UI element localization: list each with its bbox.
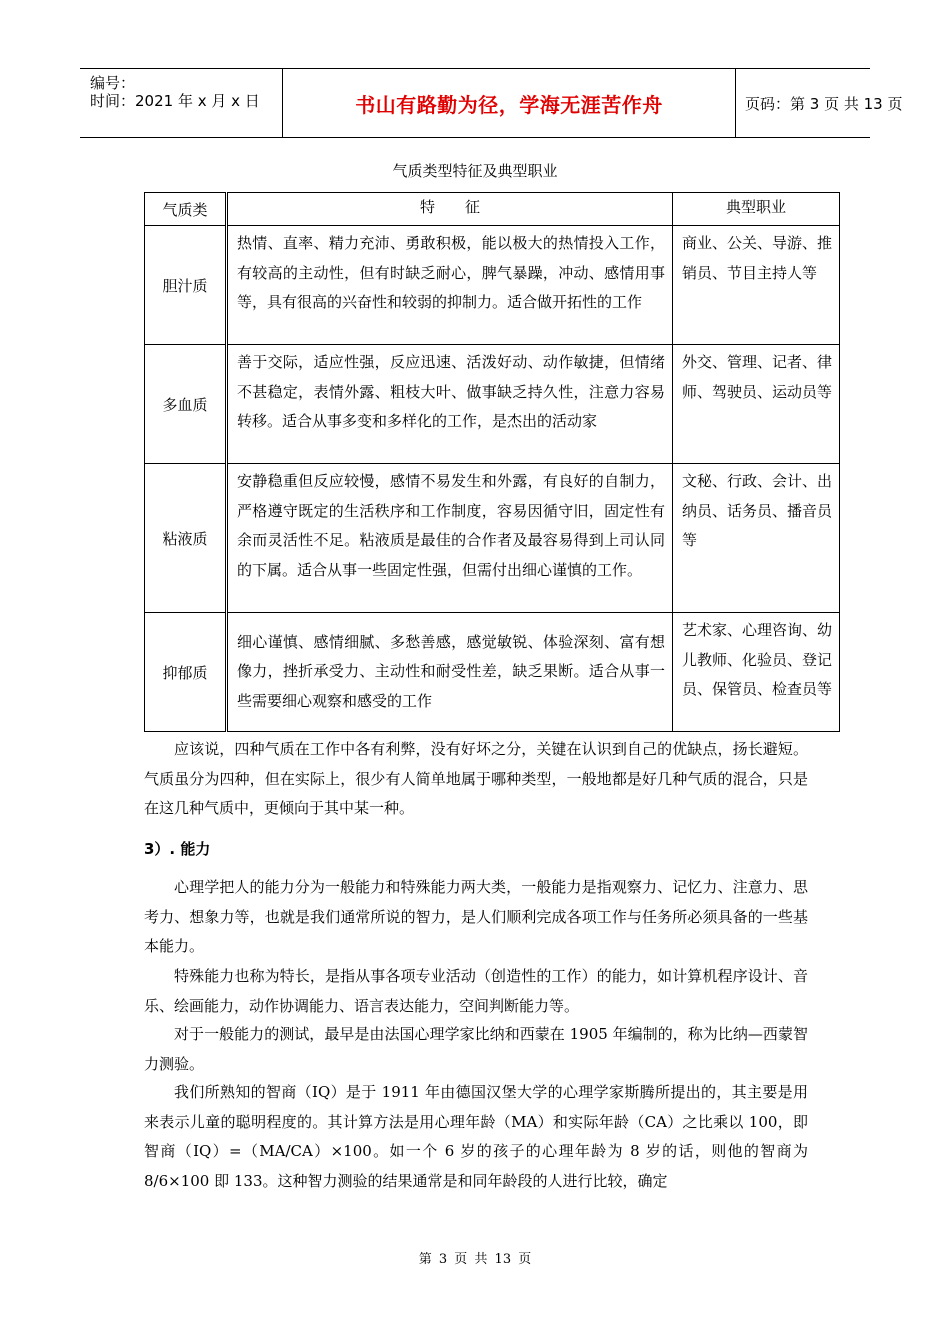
table-row [145, 464, 840, 613]
feature-cell: 热情、直率、精力充沛、勇敢积极，能以极大的热情投入工作，有较高的主动性，但有时缺乏耐心，脾气暴躁，冲动、感情用事等，具有很高的兴奋性和较弱的抑制力。适合做开拓性的工作 [227, 226, 673, 345]
jobs-cell: 商业、公关、导游、推销员、节目主持人等 [673, 226, 840, 345]
paragraph: 心理学把人的能力分为一般能力和特殊能力两大类，一般能力是指观察力、记忆力、注意力、思考力、想象力等，也就是我们通常所说的智力，是人们顺利完成各项工作与任务所必须具备的一些基本能力。 [144, 878, 808, 956]
page-indicator: 页码：第 3 页 共 13 页 [745, 94, 903, 113]
table-header-row [145, 193, 840, 226]
jobs-cell: 外交、管理、记者、律师、驾驶员、运动员等 [673, 345, 840, 464]
time-label: 时间：2021 年 x 月 x 日 [90, 92, 260, 110]
feature-cell: 善于交际，适应性强，反应迅速、活泼好动、动作敏捷，但情绪不甚稳定，表情外露、粗枝大叶、做事缺乏持久性，注意力容易转移。适合从事多变和多样化的工作，是杰出的活动家 [227, 345, 673, 464]
type-cell: 多血质 [145, 345, 227, 464]
header-type: 气质类 [145, 193, 227, 226]
feature-cell: 安静稳重但反应较慢，感情不易发生和外露，有良好的自制力，严格遵守既定的生活秩序和工作制度，容易因循守旧，固定性有余而灵活性不足。粘液质是最佳的合作者及最容易得到上司认同的下属。适合从事一些固定性强，但需付出细心谨慎的工作。 [227, 464, 673, 613]
table-row [145, 345, 840, 464]
jobs-cell: 艺术家、心理咨询、幼儿教师、化验员、登记员、保管员、检查员等 [673, 613, 840, 732]
table-row [145, 226, 840, 345]
type-cell: 胆汁质 [145, 226, 227, 345]
feature-cell: 细心谨慎、感情细腻、多愁善感，感觉敏锐、体验深刻、富有想像力，挫折承受力、主动性和耐受性差，缺乏果断。适合从事一些需要细心观察和感受的工作 [227, 613, 673, 732]
header-jobs: 典型职业 [673, 193, 840, 226]
type-cell: 抑郁质 [145, 613, 227, 732]
page-header [80, 68, 903, 138]
header-feature: 特 征 [227, 193, 673, 226]
paragraph: 我们所熟知的智商（IQ）是于 1911 年由德国汉堡大学的心理学家斯腾所提出的，其主要是用来表示儿童的聪明程度的。其计算方法是用心理年龄（MA）和实际年龄（CA）之比乘以 100，即智商（IQ）=（MA/CA）×100。如一个 6 岁的孩子的心理年龄为 8 岁的话，则他的智商为 8/6×100 即 133。这种智力测验的结果通常是和同年龄段的人进行比较，确定 [144, 1083, 808, 1190]
header-meta [80, 69, 282, 137]
section-heading: 3）. 能力 [144, 840, 211, 858]
temperament-table [144, 192, 840, 732]
table-caption: 气质类型特征及典型职业 [392, 162, 558, 180]
paragraph: 特殊能力也称为特长，是指从事各项专业活动（创造性的工作）的能力，如计算机程序设计、音乐、绘画能力，动作协调能力、语言表达能力，空间判断能力等。 [144, 967, 808, 1015]
jobs-cell: 文秘、行政、会计、出纳员、话务员、播音员等 [673, 464, 840, 613]
paragraph: 应该说，四种气质在工作中各有利弊，没有好坏之分，关键在认识到自己的优缺点，扬长避短。气质虽分为四种，但在实际上，很少有人简单地属于哪种类型，一般地都是好几种气质的混合，只是在这几种气质中，更倾向于其中某一种。 [144, 740, 808, 818]
header-motto: 书山有路勤为径，学海无涯苦作舟 [282, 69, 736, 137]
type-cell: 粘液质 [145, 464, 227, 613]
table-row [145, 613, 840, 732]
page-footer: 第 3 页 共 13 页 [418, 1252, 532, 1267]
number-label: 编号： [90, 74, 136, 92]
paragraph: 对于一般能力的测试，最早是由法国心理学家比纳和西蒙在 1905 年编制的，称为比纳—西蒙智力测验。 [144, 1025, 808, 1073]
